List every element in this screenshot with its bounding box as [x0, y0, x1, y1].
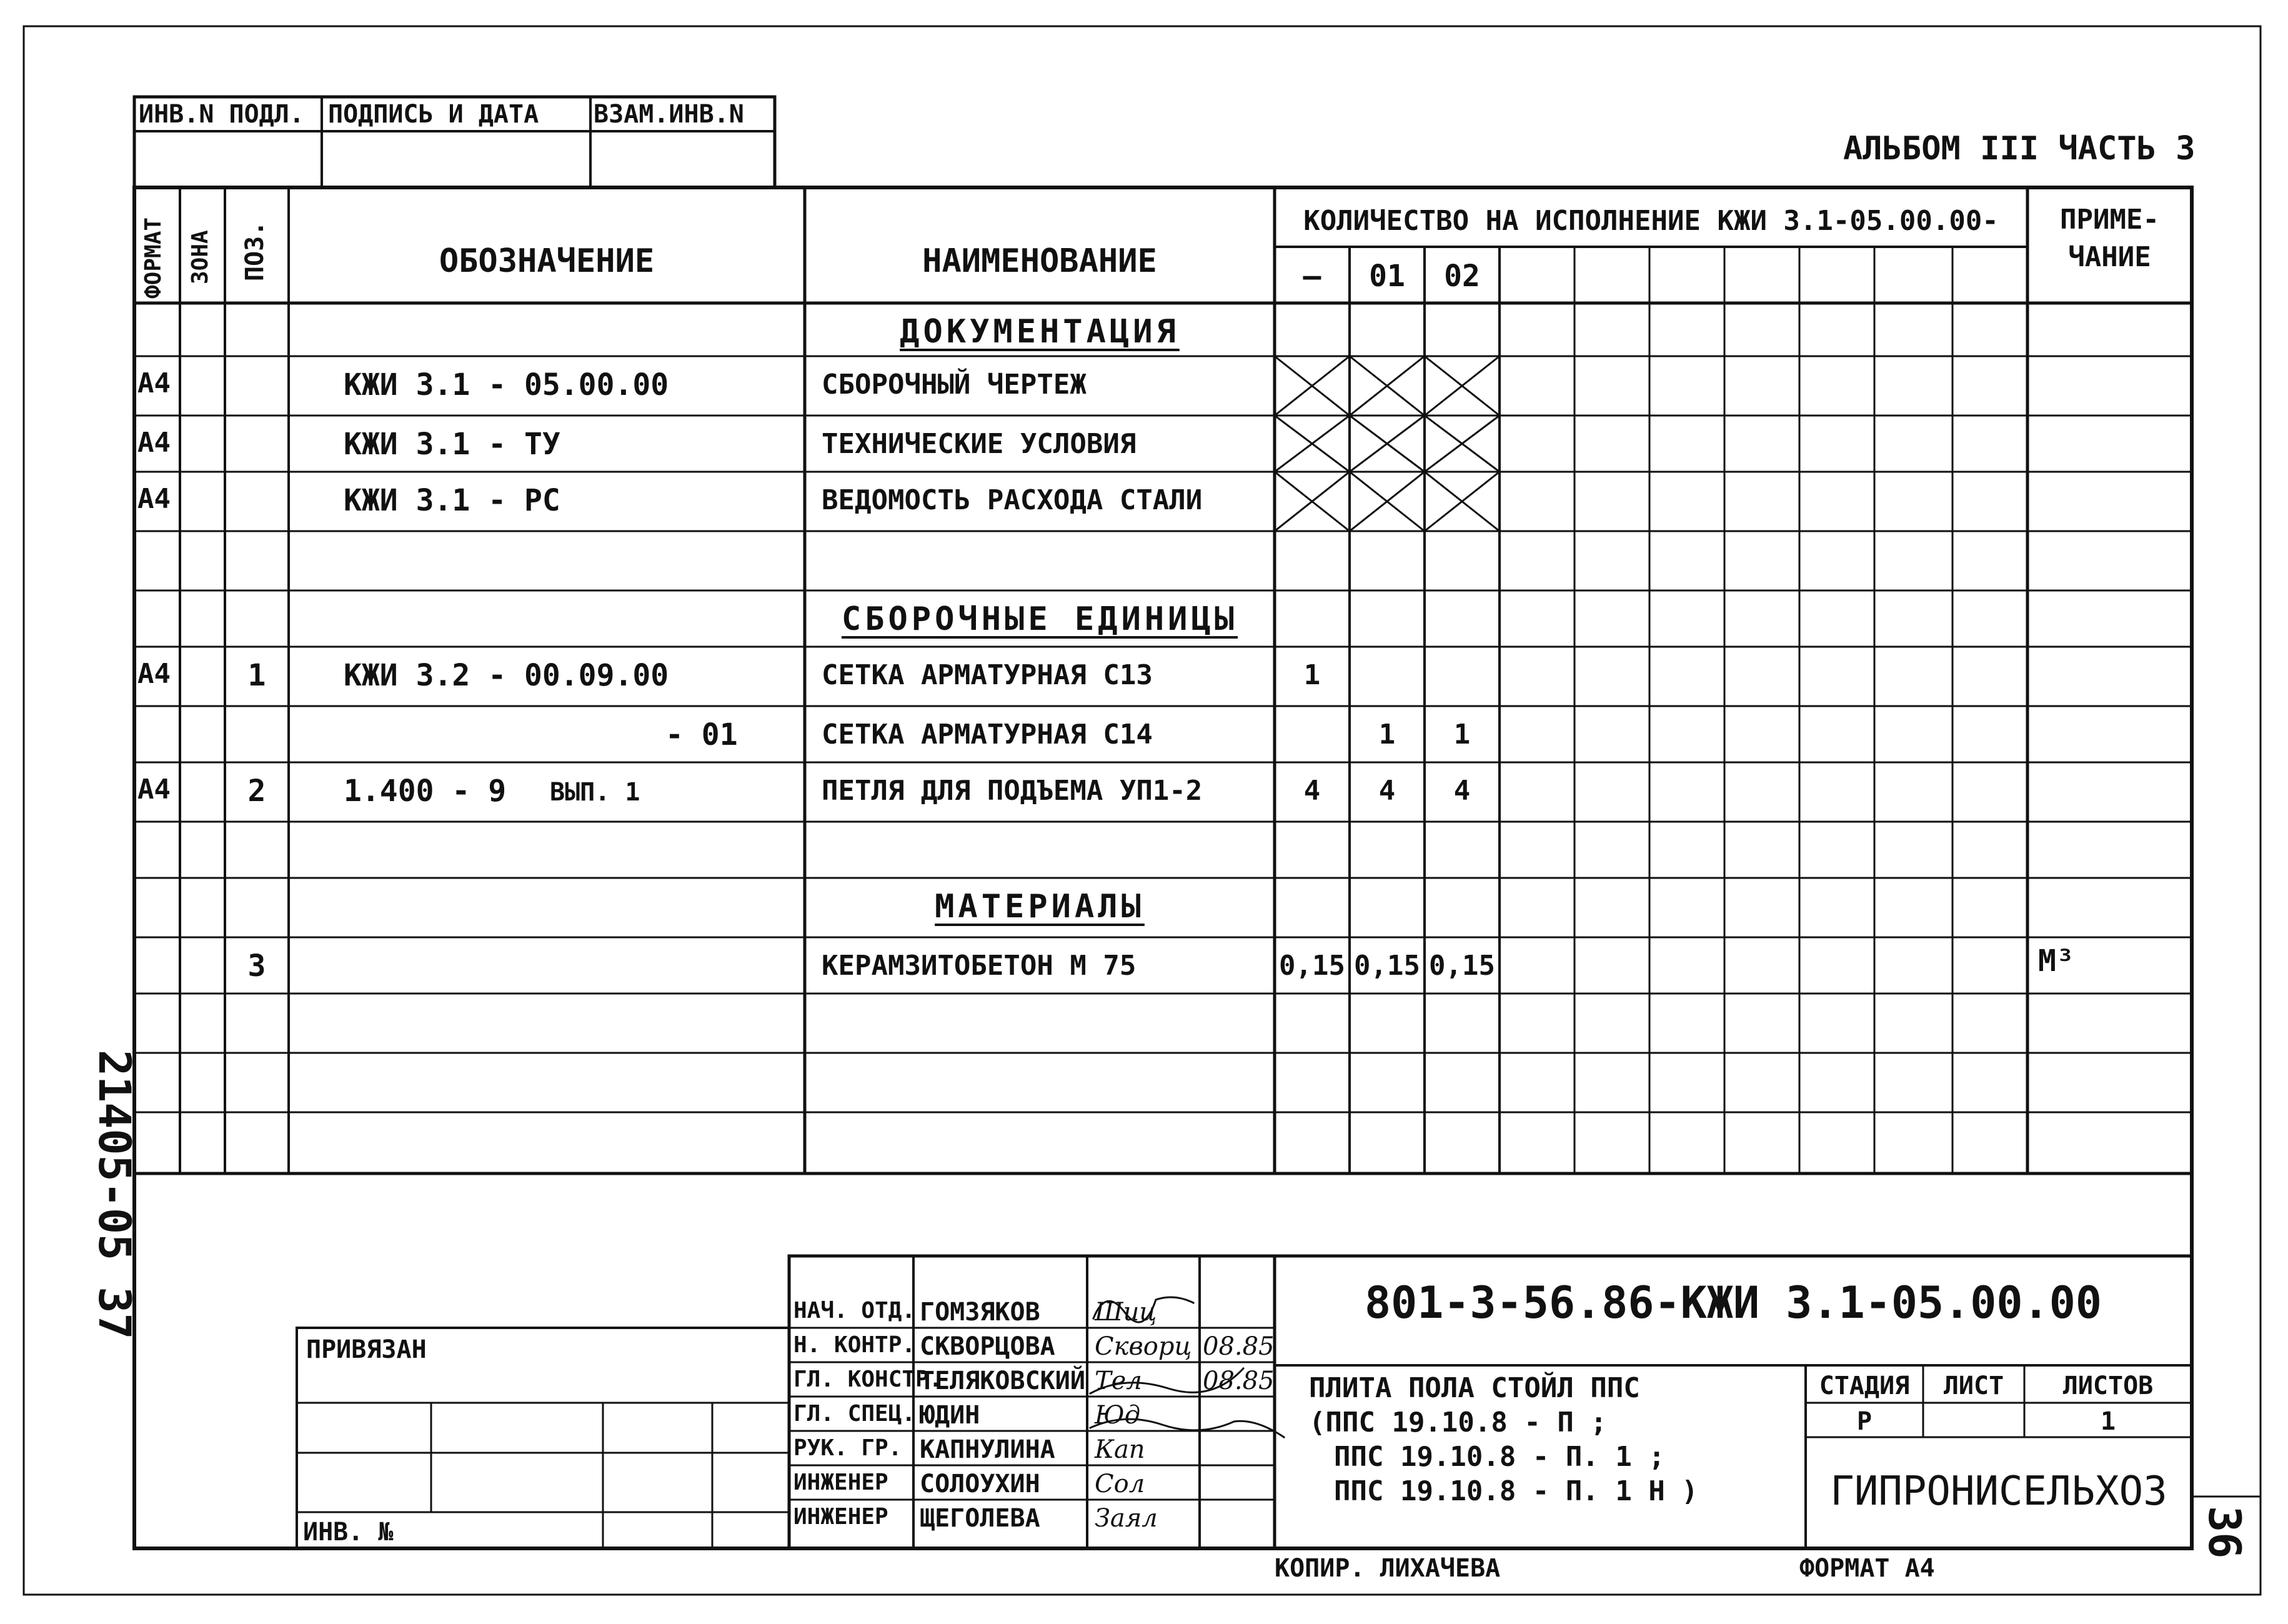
header-format: ФОРМАТ [141, 217, 166, 299]
list-label: ЛИСТ [1943, 1372, 2004, 1400]
person-signature: Шиц [1095, 1298, 1157, 1327]
row-format: А4 [137, 367, 171, 399]
person-role: Н. КОНТР. [793, 1332, 916, 1358]
sheet-number: 36 [2199, 1506, 2250, 1559]
format-label: ФОРМАТ А4 [1799, 1554, 1935, 1583]
header-poz: ПОЗ. [241, 221, 269, 281]
row-qty-02: 4 [1453, 775, 1471, 807]
row-oboznachenie: 1.400 - 9 [344, 774, 507, 809]
person-name: ГОМЗЯКОВ [920, 1298, 1040, 1327]
header-primechanie-1: ПРИМЕ- [2060, 204, 2159, 236]
person-date: 08.85 [1203, 1332, 1275, 1361]
row-primechanie: М³ [2038, 944, 2074, 979]
section-heading: ДОКУМЕНТАЦИЯ [900, 313, 1180, 351]
listov-label: ЛИСТОВ [2062, 1372, 2154, 1400]
person-signature: Заял [1095, 1504, 1158, 1533]
row-format: А4 [137, 774, 171, 805]
kopir-label: КОПИР. ЛИХАЧЕВА [1275, 1554, 1501, 1583]
row-naimenovanie: СБОРОЧНЫЙ ЧЕРТЕЖ [822, 369, 1087, 401]
row-qty-02: 0,15 [1429, 950, 1495, 982]
privyazan-label: ПРИВЯЗАН [306, 1335, 427, 1364]
person-date: 08.85 [1203, 1367, 1275, 1395]
title-line-3: ППС 19.10.8 - П. 1 ; [1334, 1441, 1665, 1473]
person-name: КАПНУЛИНА [920, 1435, 1055, 1464]
section-heading: МАТЕРИАЛЫ [935, 888, 1145, 925]
person-signature: Кап [1095, 1435, 1145, 1464]
row-oboznachenie: КЖИ 3.1 - РС [344, 483, 560, 518]
header-oboznachenie: ОБОЗНАЧЕНИЕ [439, 242, 655, 280]
person-signature: Сол [1095, 1470, 1145, 1498]
stadiya-value: Р [1856, 1407, 1873, 1436]
person-role: ИНЖЕНЕР [793, 1504, 888, 1530]
person-name: ТЕЛЯКОВСКИЙ [920, 1367, 1085, 1395]
row-format: А4 [137, 427, 171, 459]
person-role: ГЛ. КОНСТР. [793, 1367, 943, 1392]
person-name: ЩЕГОЛЕВА [920, 1504, 1040, 1533]
side-archive-number: 21405-05 37 [89, 1050, 140, 1340]
title-line-1: ПЛИТА ПОЛА СТОЙЛ ППС [1309, 1372, 1640, 1404]
row-oboznachenie: КЖИ 3.1 - 05.00.00 [344, 367, 669, 402]
header-variant-base: — [1303, 259, 1321, 294]
row-naimenovanie: ПЕТЛЯ ДЛЯ ПОДЪЕМА УП1-2 [822, 775, 1203, 807]
person-role: ИНЖЕНЕР [793, 1470, 888, 1495]
header-naimenovanie: НАИМЕНОВАНИЕ [922, 242, 1157, 280]
person-signature: Юд [1095, 1401, 1141, 1430]
row-format: А4 [137, 658, 171, 690]
row-oboznachenie: КЖИ 3.1 - ТУ [344, 427, 560, 462]
row-qty-01: 4 [1378, 775, 1396, 807]
row-naimenovanie: ВЕДОМОСТЬ РАСХОДА СТАЛИ [822, 484, 1203, 516]
podpis-data-label: ПОДПИСЬ И ДАТА [328, 100, 539, 129]
row-oboznachenie: КЖИ 3.2 - 00.09.00 [344, 658, 669, 693]
row-qty-base: 0,15 [1279, 950, 1345, 982]
person-signature: Скворц [1095, 1332, 1192, 1361]
row-qty-base: 1 [1303, 659, 1321, 691]
person-name: СОЛОУХИН [920, 1470, 1040, 1498]
header-variant-01: 01 [1369, 259, 1405, 294]
row-naimenovanie: ТЕХНИЧЕСКИЕ УСЛОВИЯ [822, 428, 1137, 460]
stadiya-label: СТАДИЯ [1819, 1372, 1910, 1400]
title-line-2: (ППС 19.10.8 - П ; [1309, 1407, 1607, 1438]
person-role: ГЛ. СПЕЦ. [793, 1401, 916, 1427]
vzam-inv-label: ВЗАМ.ИНВ.N [594, 100, 744, 129]
inv-podl-label: ИНВ.N ПОДЛ. [139, 100, 304, 129]
header-primechanie-2: ЧАНИЕ [2068, 241, 2151, 273]
row-naimenovanie: КЕРАМЗИТОБЕТОН М 75 [822, 950, 1137, 982]
row-poz: 2 [247, 774, 266, 809]
person-name: СКВОРЦОВА [920, 1332, 1055, 1361]
album-label: АЛЬБОМ III ЧАСТЬ 3 [1843, 130, 2196, 167]
row-poz: 1 [247, 658, 266, 693]
section-heading: СБОРОЧНЫЕ ЕДИНИЦЫ [841, 600, 1238, 638]
person-name: ЮДИН [920, 1401, 980, 1430]
title-line-4: ППС 19.10.8 - П. 1 Н ) [1334, 1475, 1698, 1507]
person-role: НАЧ. ОТД. [793, 1298, 916, 1323]
drawing-designation: 801-3-56.86-КЖИ 3.1-05.00.00 [1364, 1277, 2102, 1328]
row-qty-base: 4 [1303, 775, 1321, 807]
organization-name: ГИПРОНИСЕЛЬХОЗ [1830, 1468, 2167, 1515]
row-qty-01: 1 [1378, 719, 1396, 750]
person-role: РУК. ГР. [793, 1435, 902, 1461]
row-oboznachenie-sub: ВЫП. 1 [550, 778, 640, 807]
row-naimenovanie: СЕТКА АРМАТУРНАЯ С13 [822, 659, 1153, 691]
row-poz: 3 [247, 949, 266, 984]
row-oboznachenie: - 01 [665, 717, 738, 752]
inv-no-label: ИНВ. № [303, 1518, 394, 1547]
header-kolichestvo: КОЛИЧЕСТВО НА ИСПОЛНЕНИЕ КЖИ 3.1-05.00.00- [1303, 205, 1999, 237]
header-zona: ЗОНА [187, 230, 213, 284]
row-naimenovanie: СЕТКА АРМАТУРНАЯ С14 [822, 719, 1153, 750]
person-signature: Тел [1095, 1367, 1142, 1395]
row-qty-01: 0,15 [1354, 950, 1420, 982]
listov-value: 1 [2100, 1407, 2116, 1436]
header-variant-02: 02 [1444, 259, 1480, 294]
row-qty-02: 1 [1453, 719, 1471, 750]
row-format: А4 [137, 483, 171, 515]
